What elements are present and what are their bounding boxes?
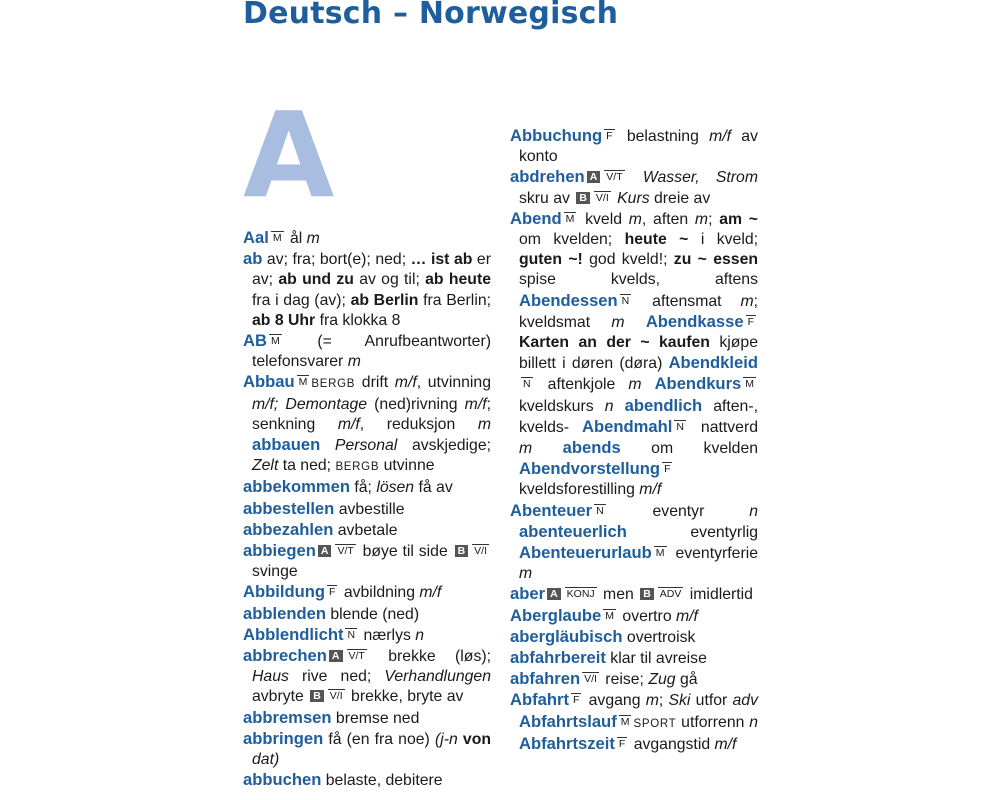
headword: Abfahrtslauf bbox=[519, 711, 617, 731]
headword: Abenteuerurlaub bbox=[519, 543, 652, 563]
dictionary-entry bbox=[243, 477, 491, 498]
headword: Aberglaube bbox=[510, 605, 602, 625]
text: eventyr bbox=[607, 502, 750, 520]
italic-text: Verhandlungen bbox=[384, 668, 491, 686]
text: belaste, debitere bbox=[321, 772, 443, 790]
bold-phrase: ab 8 Uhr bbox=[252, 311, 316, 329]
text: avgangstid bbox=[629, 735, 715, 753]
dictionary-entry bbox=[243, 249, 491, 331]
bold-phrase: ab heute bbox=[425, 271, 491, 289]
dictionary-entry bbox=[243, 228, 491, 249]
headword: ab bbox=[243, 249, 263, 269]
text: god kveld!; bbox=[582, 251, 674, 269]
text: dreie av bbox=[649, 189, 711, 207]
text: reise; bbox=[600, 671, 649, 689]
italic-text: m/f bbox=[337, 415, 360, 433]
dictionary-entry bbox=[510, 669, 758, 690]
grammar-label: F bbox=[618, 737, 626, 750]
dictionary-entry bbox=[243, 708, 491, 729]
dictionary-entry bbox=[243, 541, 491, 582]
headword: abfahren bbox=[510, 669, 581, 689]
bold-phrase: Karten an der ~ kaufen bbox=[519, 334, 710, 352]
text: få (en fra noe) bbox=[323, 730, 435, 748]
grammar-label: M bbox=[620, 715, 630, 728]
dictionary-entry bbox=[243, 625, 491, 646]
dictionary-entry bbox=[243, 520, 491, 541]
grammar-label: V/T bbox=[606, 171, 623, 184]
grammar-label: N bbox=[621, 294, 630, 307]
dictionary-entry bbox=[510, 606, 758, 627]
headword: Abendmahl bbox=[582, 416, 673, 436]
text: imidlertid bbox=[685, 586, 753, 604]
headword: aber bbox=[510, 584, 546, 604]
sense-marker: B bbox=[640, 588, 654, 600]
dictionary-entry bbox=[510, 584, 758, 605]
text: nattverd bbox=[687, 418, 758, 436]
text: utfor bbox=[690, 692, 733, 710]
headword: abblenden bbox=[243, 603, 326, 623]
grammar-label: V/T bbox=[348, 650, 365, 663]
italic-text: m bbox=[628, 210, 642, 228]
italic-text: m bbox=[347, 353, 361, 371]
grammar-label: M bbox=[270, 335, 280, 348]
text: aften-, kvelds- bbox=[519, 397, 758, 436]
italic-text: m/f bbox=[419, 584, 442, 602]
italic-text: Zug bbox=[648, 671, 676, 689]
grammar-label: M bbox=[272, 232, 282, 244]
text: ; bbox=[708, 210, 720, 228]
grammar-label: N bbox=[347, 628, 356, 641]
text: rive ned; bbox=[288, 668, 385, 686]
italic-text: Wasser, Strom bbox=[642, 169, 758, 187]
section-letter: A bbox=[243, 86, 335, 224]
italic-text: m bbox=[477, 415, 491, 433]
headword: Abfahrt bbox=[510, 690, 569, 710]
headword: AB bbox=[243, 331, 267, 351]
text: klar til avreise bbox=[605, 650, 707, 668]
grammar-label: V/I bbox=[584, 673, 597, 686]
bold-phrase: am ~ bbox=[719, 210, 758, 228]
headword: abbringen bbox=[243, 728, 324, 748]
headword: Abfahrtszeit bbox=[519, 733, 615, 753]
dictionary-entry bbox=[510, 648, 758, 669]
sense-marker: A bbox=[587, 171, 601, 183]
page-title: Deutsch – Norwegisch bbox=[243, 0, 619, 31]
italic-text: m/f bbox=[714, 735, 737, 753]
text: (= Anrufbeantworter) telefonsvarer bbox=[252, 333, 491, 371]
headword: Abend bbox=[510, 208, 562, 228]
text: , reduksjon bbox=[359, 415, 478, 433]
sense-marker: A bbox=[547, 588, 561, 600]
dictionary-entry bbox=[243, 729, 491, 770]
italic-text: m/f bbox=[464, 395, 487, 413]
headword: Abbildung bbox=[243, 582, 326, 602]
italic-text: m/f bbox=[709, 128, 732, 145]
text: fra Berlin; bbox=[418, 291, 491, 309]
text: overtro bbox=[618, 607, 676, 625]
text: brekke, bryte av bbox=[346, 688, 464, 706]
dictionary-entry bbox=[243, 646, 491, 708]
bold-phrase: … ist ab bbox=[410, 251, 473, 269]
headword: abbrechen bbox=[243, 646, 327, 666]
text: skru av bbox=[519, 189, 575, 207]
text: fra klokka 8 bbox=[315, 311, 401, 329]
italic-text: Kurs bbox=[617, 189, 650, 207]
text: avbestille bbox=[334, 500, 405, 518]
headword: Abbau bbox=[243, 372, 295, 392]
text: aftensmat bbox=[633, 292, 741, 310]
text: utforrenn bbox=[676, 713, 750, 731]
text: , utvinning bbox=[416, 374, 491, 392]
italic-text: Ski bbox=[668, 692, 691, 710]
dictionary-entry bbox=[243, 499, 491, 520]
headword: abbezahlen bbox=[243, 519, 334, 539]
italic-text: Zelt bbox=[252, 457, 279, 475]
text: kveldsforestilling bbox=[519, 481, 640, 499]
text: av; fra; bort(e); ned; bbox=[262, 251, 411, 269]
headword: abbiegen bbox=[243, 541, 316, 561]
text: fra i dag (av); bbox=[252, 291, 351, 309]
headword: Abendkurs bbox=[654, 374, 742, 394]
headword: Abendkleid bbox=[668, 353, 758, 373]
sense-marker: B bbox=[310, 690, 324, 702]
headword: abergläubisch bbox=[510, 626, 623, 646]
italic-text: Haus bbox=[252, 668, 289, 686]
bold-phrase: ab und zu bbox=[278, 271, 354, 289]
italic-text: dat) bbox=[252, 751, 280, 769]
text: avbryte bbox=[252, 688, 309, 706]
text: ål bbox=[285, 230, 307, 247]
italic-text: lösen bbox=[376, 479, 415, 497]
dictionary-entry bbox=[243, 331, 491, 372]
headword: Abenteuer bbox=[510, 500, 593, 520]
headword: Abbuchung bbox=[510, 126, 603, 145]
dictionary-entry bbox=[243, 372, 491, 477]
headword: abbekommen bbox=[243, 477, 350, 497]
grammar-label: V/T bbox=[337, 545, 354, 558]
text: avbildning bbox=[339, 584, 420, 602]
text: avbetale bbox=[333, 521, 398, 539]
bold-phrase: zu ~ essen bbox=[673, 251, 759, 269]
italic-text: m bbox=[306, 230, 320, 247]
headword: abendlich bbox=[624, 395, 703, 415]
bold-phrase: ab Berlin bbox=[350, 291, 419, 309]
text: drift bbox=[355, 374, 395, 392]
italic-text: adv bbox=[732, 692, 758, 710]
subject-label: SPORT bbox=[633, 717, 677, 730]
grammar-label: M bbox=[565, 212, 575, 225]
text: belastning bbox=[616, 128, 710, 145]
grammar-label: KONJ bbox=[566, 588, 595, 601]
subject-label: BERGB bbox=[311, 378, 356, 391]
grammar-label: N bbox=[523, 378, 531, 391]
text: kjøpe billett i døren (døra) bbox=[519, 334, 758, 373]
dictionary-entry bbox=[510, 627, 758, 648]
text: avgang bbox=[583, 692, 646, 710]
text: blende (ned) bbox=[325, 605, 420, 623]
text bbox=[320, 437, 335, 454]
italic-text: m bbox=[519, 440, 533, 458]
italic-text: m/f bbox=[676, 607, 698, 625]
text: om kvelden; bbox=[519, 231, 625, 249]
sense-marker: B bbox=[576, 192, 590, 204]
text: aftenkjole bbox=[534, 376, 629, 394]
headword: abends bbox=[562, 438, 621, 458]
text bbox=[532, 440, 562, 457]
text: i kveld; bbox=[688, 231, 759, 249]
grammar-label: F bbox=[329, 586, 336, 599]
sense-marker: A bbox=[329, 650, 343, 662]
text: eventyrferie bbox=[668, 545, 758, 563]
grammar-label: F bbox=[606, 130, 613, 142]
headword: Abblendlicht bbox=[243, 624, 344, 644]
text bbox=[625, 314, 646, 331]
italic-text: m/f bbox=[639, 481, 662, 499]
text: men bbox=[598, 586, 639, 604]
headword: abbestellen bbox=[243, 498, 335, 518]
grammar-label: F bbox=[747, 315, 754, 328]
dictionary-entry bbox=[510, 209, 758, 501]
italic-text: m bbox=[611, 313, 625, 331]
italic-text: n bbox=[749, 713, 758, 731]
text: brekke (løs); bbox=[368, 648, 491, 666]
grammar-label: F bbox=[573, 694, 580, 707]
subject-label: BERGB bbox=[335, 461, 380, 474]
grammar-label: V/I bbox=[329, 690, 343, 703]
text: spise kvelds, aftens bbox=[519, 271, 758, 289]
italic-text: m bbox=[740, 292, 754, 310]
text: få; bbox=[349, 479, 377, 497]
grammar-label: ADV bbox=[659, 588, 682, 601]
text bbox=[642, 376, 655, 393]
text: nærlys bbox=[359, 626, 416, 644]
headword: Abendkasse bbox=[645, 311, 744, 331]
dictionary-entry bbox=[510, 126, 758, 167]
headword: Abendvorstellung bbox=[519, 459, 661, 479]
headword: abenteuerlich bbox=[519, 521, 627, 541]
dictionary-entry bbox=[243, 582, 491, 603]
text: kveld bbox=[578, 210, 629, 228]
text: kveldskurs bbox=[519, 397, 605, 415]
italic-text: n bbox=[604, 397, 614, 415]
grammar-label: M bbox=[298, 376, 308, 389]
sense-marker: A bbox=[318, 545, 332, 557]
text: bremse ned bbox=[331, 709, 420, 727]
grammar-label: M bbox=[605, 609, 615, 622]
italic-text: m bbox=[645, 692, 659, 710]
italic-text: m bbox=[694, 210, 709, 228]
italic-text: m bbox=[628, 376, 642, 394]
sense-marker: B bbox=[455, 545, 469, 557]
italic-text: m/f; Demontage bbox=[252, 395, 368, 413]
text: av og til; bbox=[353, 271, 426, 289]
text: eventyrlig bbox=[626, 523, 758, 541]
text: ; kveldsmat bbox=[519, 292, 758, 331]
headword: abdrehen bbox=[510, 167, 585, 187]
grammar-label: M bbox=[745, 378, 754, 391]
text: er av; bbox=[252, 251, 491, 289]
text: svinge bbox=[252, 563, 298, 581]
italic-text: m bbox=[519, 565, 533, 583]
headword: abbremsen bbox=[243, 707, 332, 727]
grammar-label: V/I bbox=[595, 191, 609, 204]
dictionary-entry bbox=[510, 690, 758, 755]
grammar-label: F bbox=[664, 463, 671, 476]
left-column bbox=[243, 228, 491, 791]
italic-text: n bbox=[415, 626, 425, 644]
grammar-label: V/I bbox=[474, 545, 487, 558]
text: , aften bbox=[641, 210, 695, 228]
dictionary-entry bbox=[510, 501, 758, 585]
italic-text: (j-n bbox=[434, 730, 458, 748]
text: ta ned; bbox=[278, 457, 336, 475]
text: (ned)rivning bbox=[367, 395, 465, 413]
text: utvinne bbox=[379, 457, 435, 475]
dictionary-entry bbox=[510, 167, 758, 208]
italic-text: Personal bbox=[334, 437, 398, 455]
text: overtroisk bbox=[622, 628, 696, 646]
text: ; bbox=[658, 692, 669, 710]
bold-phrase: guten ~! bbox=[519, 251, 583, 269]
text bbox=[627, 169, 643, 186]
text: avskjedige; bbox=[397, 437, 491, 455]
right-column bbox=[510, 126, 758, 755]
grammar-label: N bbox=[596, 504, 604, 517]
dictionary-entry bbox=[243, 604, 491, 625]
text: om kvelden bbox=[620, 440, 759, 458]
bold-phrase: von bbox=[462, 730, 491, 748]
text: bøye til side bbox=[357, 543, 453, 561]
italic-text: m/f bbox=[394, 374, 417, 392]
text bbox=[614, 398, 625, 415]
dictionary-entry bbox=[243, 770, 491, 791]
text: få av bbox=[414, 479, 453, 497]
grammar-label: M bbox=[655, 547, 665, 560]
headword: Aal bbox=[243, 228, 269, 247]
text: ; senkning bbox=[252, 395, 491, 433]
bold-phrase: heute ~ bbox=[624, 231, 689, 249]
text: av konto bbox=[519, 128, 758, 166]
headword: abbauen bbox=[252, 435, 321, 455]
headword: Abendessen bbox=[519, 290, 618, 310]
text: gå bbox=[675, 671, 698, 689]
italic-text: n bbox=[749, 502, 758, 520]
grammar-label: N bbox=[676, 420, 684, 433]
headword: abfahrbereit bbox=[510, 648, 606, 668]
headword: abbuchen bbox=[243, 770, 322, 790]
